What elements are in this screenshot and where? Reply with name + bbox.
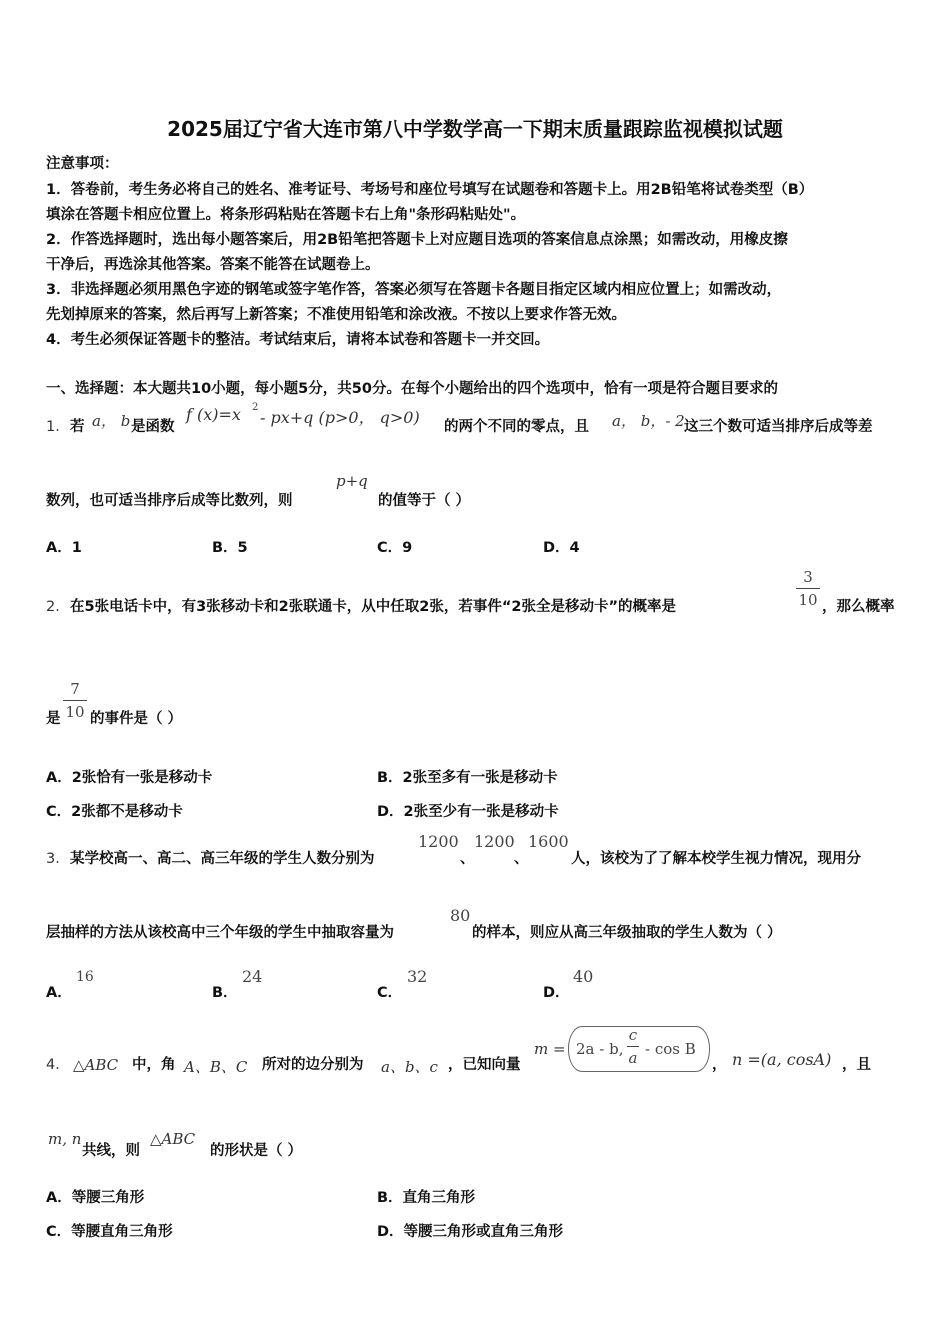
option-c-value: 32 xyxy=(407,967,428,986)
option-b: B．5 xyxy=(212,540,248,556)
option-a: A．1 xyxy=(46,540,82,556)
question-number: 3． xyxy=(46,851,70,867)
notice-line: 干净后，再选涂其他答案。答案不能答在试题卷上。 xyxy=(46,257,380,273)
notice-line: 填涂在答题卡相应位置上。将条形码粘贴在答题卡右上角"条形码粘贴处"。 xyxy=(46,207,526,223)
vector-n-expression: n =(a, cosA) xyxy=(732,1050,832,1069)
fraction-bar xyxy=(796,588,820,589)
math-expression: a、b、c xyxy=(381,1058,438,1076)
option-c-label: C． xyxy=(377,985,403,1001)
fraction-numerator: 7 xyxy=(70,680,80,698)
question-text: 所对的边分别为 xyxy=(262,1057,364,1073)
question-text: 是 xyxy=(46,711,61,727)
number-1200: 1200 xyxy=(474,832,515,851)
math-expression: a， b，- 2 xyxy=(612,412,685,430)
option-d: D．2张至少有一张是移动卡 xyxy=(377,804,559,820)
question-text: 的形状是（ ） xyxy=(210,1143,303,1159)
math-expression: m, n xyxy=(48,1130,82,1148)
section-heading: 一、选择题：本大题共10小题，每小题5分，共50分。在每个小题给出的四个选项中，恰有一项是符合题目要求的 xyxy=(46,381,778,397)
option-b: B．直角三角形 xyxy=(377,1190,476,1206)
question-text: ，已知向量 xyxy=(448,1057,521,1073)
math-expression: - px+q (p>0， q>0) xyxy=(260,408,420,427)
question-text: 是函数 xyxy=(131,419,175,435)
question-text: 层抽样的方法从该校高中三个年级的学生中抽取容量为 xyxy=(46,925,394,941)
math-expression: - cos B xyxy=(645,1040,696,1058)
option-d-value: 40 xyxy=(573,967,594,986)
option-a-label: A． xyxy=(46,985,72,1001)
option-a: A．等腰三角形 xyxy=(46,1190,145,1206)
number-1200: 1200 xyxy=(418,832,459,851)
question-text: 人，该校为了了解本校学生视力情况，现用分 xyxy=(571,851,861,867)
option-d-label: D． xyxy=(543,985,570,1001)
option-a: A．2张恰有一张是移动卡 xyxy=(46,770,213,786)
fraction-numerator: 3 xyxy=(803,568,813,586)
math-expression: a， b xyxy=(92,412,131,430)
question-text: 的事件是（ ） xyxy=(90,711,183,727)
fraction-c-a xyxy=(627,1026,639,1067)
question-text: 的两个不同的零点，且 xyxy=(444,419,589,435)
question-text: 若 xyxy=(70,419,85,435)
notice-line: 3．非选择题必须用黑色字迹的钢笔或签字笔作答，答案必须写在答题卡各题目指定区域内相应位置上；如需改动， xyxy=(46,282,782,298)
fraction-numerator: c xyxy=(628,1026,638,1044)
vector-m-label: m = xyxy=(534,1040,566,1058)
question-text: 这三个数可适当排序后成等差 xyxy=(684,419,873,435)
question-number: 2． xyxy=(46,599,70,615)
question-text: ，那么概率 xyxy=(822,599,895,615)
fraction-bar xyxy=(63,700,87,701)
question-text: 的值等于（ ） xyxy=(378,493,471,509)
question-text: 的样本，则应从高三年级抽取的学生人数为（ ） xyxy=(472,925,782,941)
number-80: 80 xyxy=(450,906,471,925)
option-b: B．2张至多有一张是移动卡 xyxy=(377,770,558,786)
fraction-3-10 xyxy=(796,568,820,609)
number-1600: 1600 xyxy=(528,832,569,851)
separator: 、 xyxy=(460,851,475,867)
notice-line: 先划掉原来的答案，然后再写上新答案；不准使用铅笔和涂改液。不按以上要求作答无效。 xyxy=(46,307,626,323)
notice-line: 1．答卷前，考生务必将自己的姓名、准考证号、考场号和座位号填写在试题卷和答题卡上。用2B铅笔将试卷类型（B） xyxy=(46,182,814,198)
option-c: C．2张都不是移动卡 xyxy=(46,804,183,820)
question-text: 共线，则 xyxy=(82,1143,140,1159)
option-b-label: B． xyxy=(212,985,238,1001)
question-text: 数列，也可适当排序后成等比数列，则 xyxy=(46,493,293,509)
math-expression: f (x)=x xyxy=(186,405,241,424)
question-text: ，且 xyxy=(842,1057,871,1073)
fraction-denominator: 10 xyxy=(65,703,85,721)
fraction-denominator: a xyxy=(628,1049,638,1067)
math-expression: A、B、C xyxy=(184,1058,248,1076)
fraction-bar xyxy=(627,1046,639,1047)
page-title: 2025届辽宁省大连市第八中学数学高一下期末质量跟踪监视模拟试题 xyxy=(167,117,783,141)
math-expression: 2a - b, xyxy=(576,1040,624,1058)
notice-heading: 注意事项： xyxy=(46,156,119,172)
option-b-value: 24 xyxy=(242,967,263,986)
option-a-value: 16 xyxy=(76,969,94,985)
question-text: ， xyxy=(712,1057,727,1073)
option-c: C．9 xyxy=(377,540,413,556)
notice-line: 2．作答选择题时，选出每小题答案后，用2B铅笔把答题卡上对应题目选项的答案信息点涂黑；如需改动，用橡皮擦 xyxy=(46,232,788,248)
math-expression: △ABC xyxy=(73,1056,119,1074)
separator: 、 xyxy=(514,851,529,867)
question-number: 4． xyxy=(46,1057,70,1073)
fraction-7-10 xyxy=(63,680,87,721)
math-expression: △ABC xyxy=(150,1130,196,1148)
math-superscript: 2 xyxy=(252,402,259,413)
question-text: 某学校高一、高二、高三年级的学生人数分别为 xyxy=(70,851,375,867)
question-text: 中，角 xyxy=(132,1057,176,1073)
fraction-denominator: 10 xyxy=(798,591,818,609)
notice-line: 4．考生必须保证答题卡的整洁。考试结束后，请将本试卷和答题卡一并交回。 xyxy=(46,332,550,348)
question-number: 1． xyxy=(46,419,70,435)
math-expression: p+q xyxy=(336,472,368,490)
question-text: 在5张电话卡中，有3张移动卡和2张联通卡，从中任取2张，若事件“2张全是移动卡”的概率是 xyxy=(70,599,677,615)
option-d: D．4 xyxy=(543,540,580,556)
option-d: D．等腰三角形或直角三角形 xyxy=(377,1224,564,1240)
option-c: C．等腰直角三角形 xyxy=(46,1224,173,1240)
